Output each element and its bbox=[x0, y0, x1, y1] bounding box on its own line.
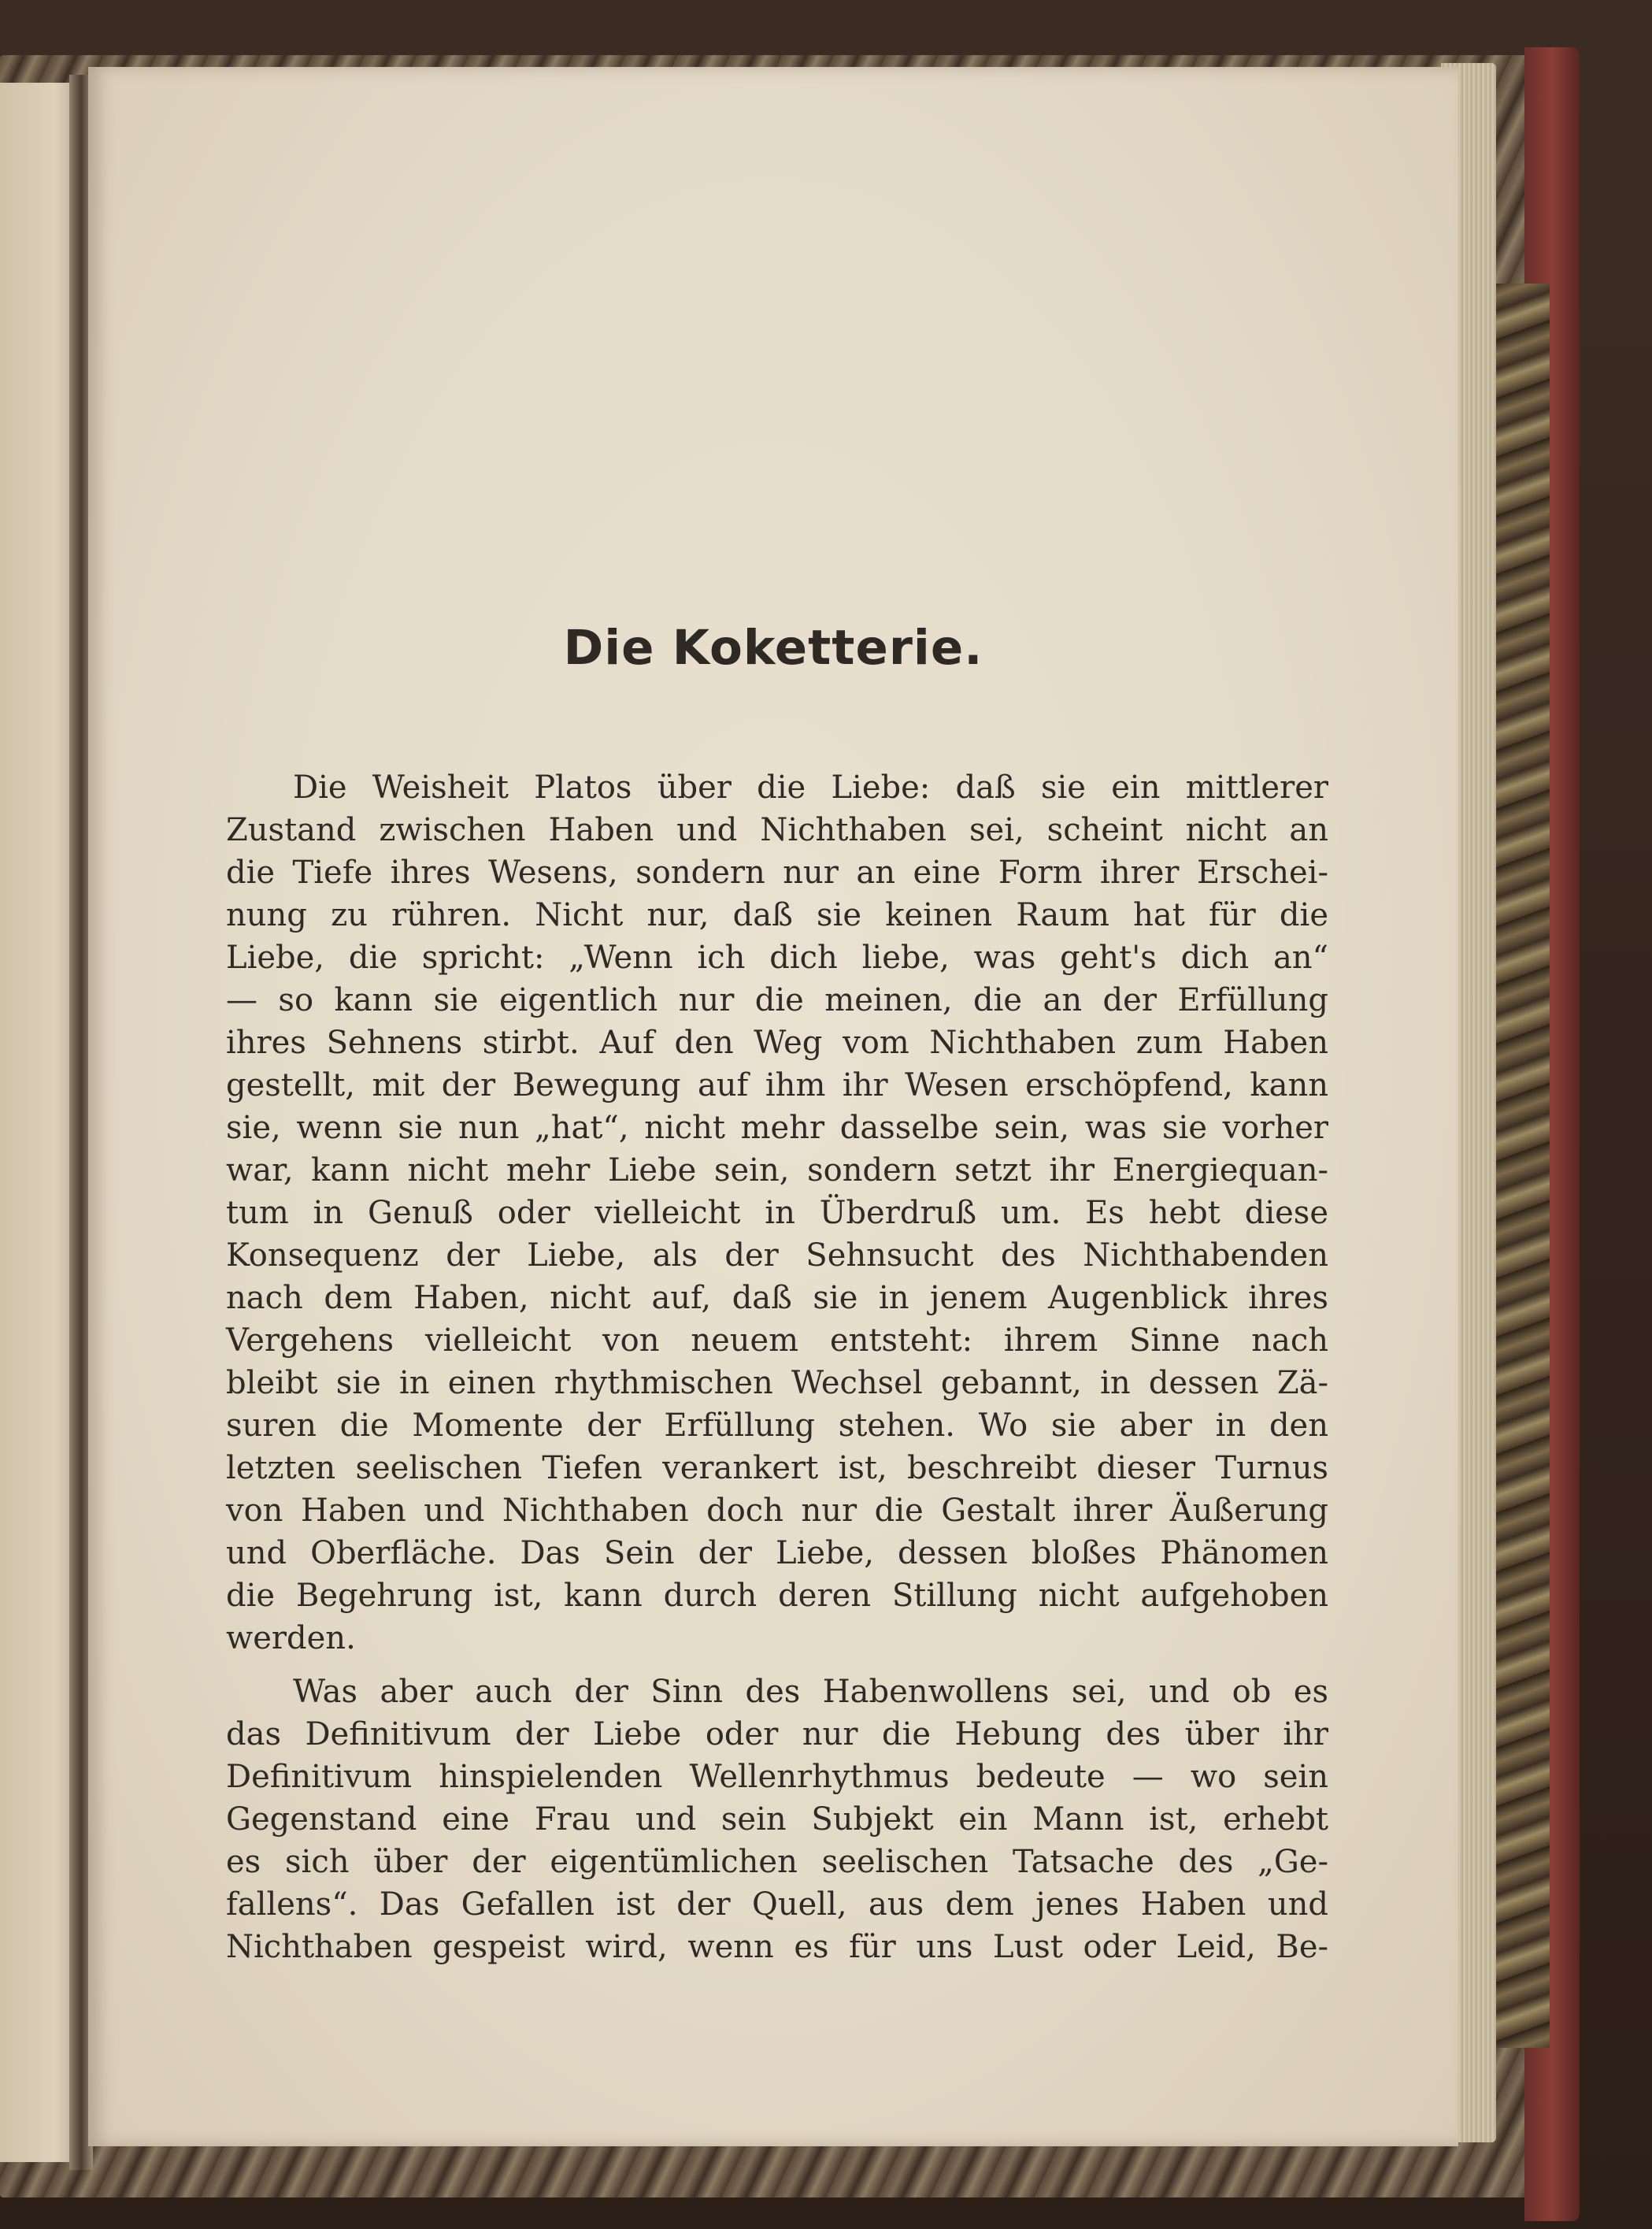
text-line: das Definitivum der Liebe oder nur die Hebung des über ihr bbox=[226, 1716, 1328, 1752]
text-line: Zustand zwischen Haben und Nichthaben sei, scheint nicht an bbox=[226, 812, 1328, 848]
marbled-endpaper bbox=[1488, 284, 1550, 2048]
chapter-heading: Die Koketterie. bbox=[563, 620, 983, 676]
text-line: — so kann sie eigentlich nur die meinen, die an der Erfüllung bbox=[226, 982, 1328, 1018]
right-page bbox=[88, 67, 1458, 2146]
paragraph-2 bbox=[226, 1671, 1328, 1968]
text-line: Die Weisheit Platos über die Liebe: daß sie ein mittlerer bbox=[293, 770, 1328, 806]
text-line: gestellt, mit der Bewegung auf ihm ihr Wesen erschöpfend, kann bbox=[226, 1067, 1328, 1103]
text-line: sie, wenn sie nun „hat“, nicht mehr dasselbe sein, was sie vorher bbox=[226, 1110, 1328, 1146]
text-line: nach dem Haben, nicht auf, daß sie in jenem Augenblick ihres bbox=[226, 1280, 1328, 1316]
text-line: ihres Sehnens stirbt. Auf den Weg vom Nichthaben zum Haben bbox=[226, 1025, 1328, 1061]
text-line: die Tiefe ihres Wesens, sondern nur an eine Form ihrer Erschei- bbox=[226, 855, 1328, 891]
text-line: Nichthaben gespeist wird, wenn es für uns Lust oder Leid, Be- bbox=[226, 1929, 1328, 1965]
text-line: tum in Genuß oder vielleicht in Überdruß um. Es hebt diese bbox=[226, 1195, 1328, 1231]
text-line: suren die Momente der Erfüllung stehen. Wo sie aber in den bbox=[226, 1407, 1328, 1444]
text-line: Was aber auch der Sinn des Habenwollens sei, und ob es bbox=[293, 1674, 1328, 1710]
paragraph-gap bbox=[226, 1660, 1328, 1671]
text-line: und Oberfläche. Das Sein der Liebe, dessen bloßes Phänomen bbox=[226, 1535, 1328, 1571]
left-page-edge bbox=[0, 83, 79, 2162]
text-line: Liebe, die spricht: „Wenn ich dich liebe, was geht's dich an“ bbox=[226, 940, 1328, 976]
text-line: werden. bbox=[226, 1620, 356, 1656]
text-line: die Begehrung ist, kann durch deren Stillung nicht aufgehoben bbox=[226, 1578, 1328, 1614]
text-line: Vergehens vielleicht von neuem entsteht: ihrem Sinne nach bbox=[226, 1322, 1328, 1359]
body-text bbox=[226, 766, 1328, 1968]
text-line: Gegenstand eine Frau und sein Subjekt ein Mann ist, erhebt bbox=[226, 1801, 1328, 1838]
text-line: Konsequenz der Liebe, als der Sehnsucht des Nichthabenden bbox=[226, 1237, 1328, 1274]
text-line: bleibt sie in einen rhythmischen Wechsel gebannt, in dessen Zä- bbox=[226, 1365, 1328, 1401]
text-line: fallens“. Das Gefallen ist der Quell, aus dem jenes Haben und bbox=[226, 1886, 1328, 1923]
text-line: nung zu rühren. Nicht nur, daß sie keinen Raum hat für die bbox=[226, 897, 1328, 933]
text-line: Definitivum hinspielenden Wellenrhythmus bedeute — wo sein bbox=[226, 1759, 1328, 1795]
text-line: war, kann nicht mehr Liebe sein, sondern setzt ihr Energiequan- bbox=[226, 1152, 1328, 1189]
text-line: letzten seelischen Tiefen verankert ist, beschreibt dieser Turnus bbox=[226, 1450, 1328, 1486]
text-line: von Haben und Nichthaben doch nur die Gestalt ihrer Äußerung bbox=[226, 1493, 1328, 1529]
paragraph-1 bbox=[226, 766, 1328, 1660]
text-line: es sich über der eigentümlichen seelischen Tatsache des „Ge- bbox=[226, 1844, 1328, 1880]
